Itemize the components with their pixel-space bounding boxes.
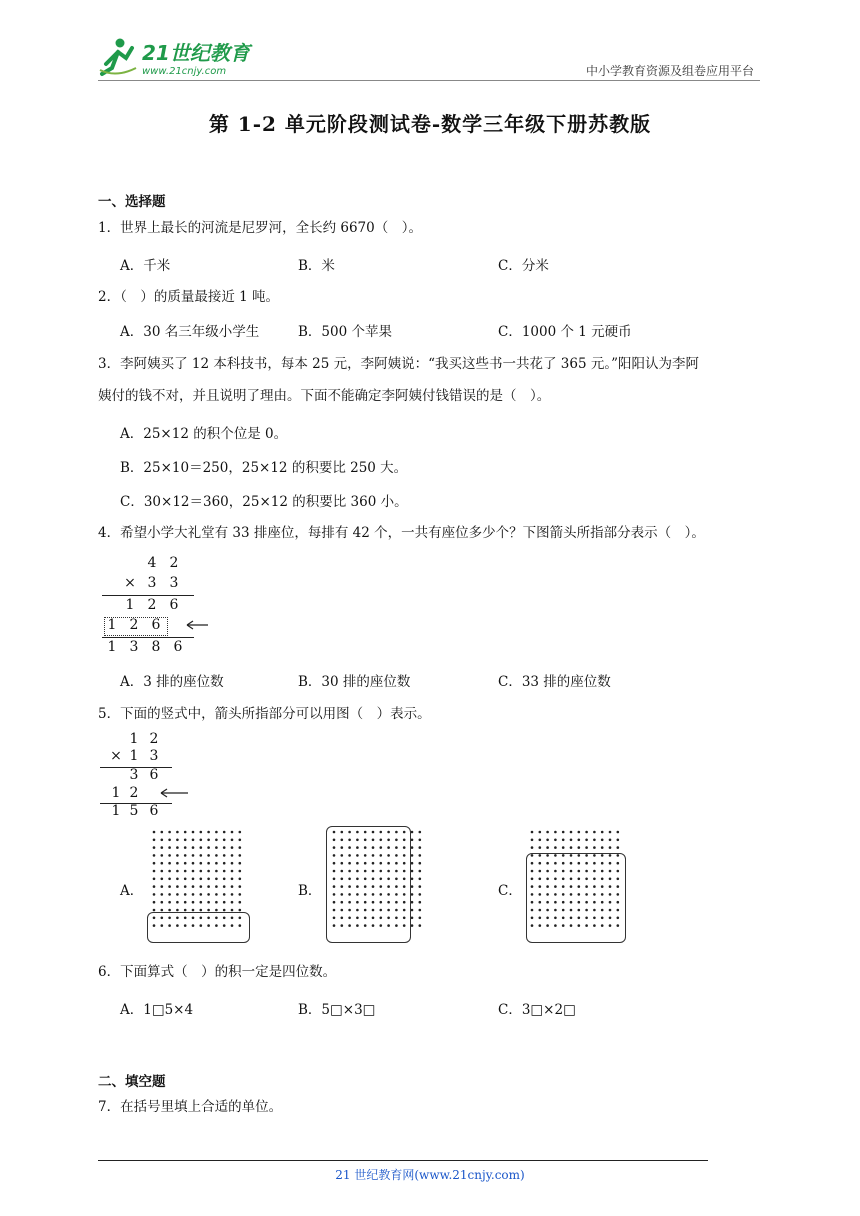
grid-dot [601,846,604,849]
grid-dot [411,901,414,904]
grid-dot [239,909,242,912]
grid-dot [231,862,234,865]
logo-url: www.21cnjy.com [142,66,227,77]
grid-dot [570,846,573,849]
grid-dot [601,839,604,842]
question-3-stem-line2: 姨付的钱不对，并且说明了理由。下面不能确定李阿姨付钱错误的是（ ）。 [98,388,551,404]
header-platform-text: 中小学教育资源及组卷应用平台 [585,64,754,78]
grid-dot [215,839,218,842]
grid-dot [153,870,156,873]
grid-dot [411,862,414,865]
grid-dot [168,854,171,857]
calc-digit: 3 [129,639,139,655]
grid-dot [585,831,588,834]
grid-dot [184,862,187,865]
grid-dot [168,901,171,904]
grid-dot [554,831,557,834]
grid-dot [200,854,203,857]
grid-dot [192,901,195,904]
grid-dot [411,870,414,873]
calc-line [102,637,194,638]
grid-dot [570,831,573,834]
calc-digit: 1 [125,597,135,613]
grid-dot [239,885,242,888]
grid-dot [223,854,226,857]
grid-dot [161,870,164,873]
grid-dot [223,870,226,873]
grid-dot [231,885,234,888]
grid-dot [239,893,242,896]
grid-dot [207,909,210,912]
grid-dot [161,854,164,857]
grid-dot [176,893,179,896]
grid-dot [419,854,422,857]
grid-dot [419,885,422,888]
grid-dot [192,831,195,834]
grid-dot [176,846,179,849]
section-heading-fill: 二、填空题 [98,1074,166,1090]
grid-dot [231,909,234,912]
grid-dot [231,893,234,896]
footer-divider [98,1160,708,1161]
grid-dot [176,831,179,834]
question-5-stem: 5．下面的竖式中，箭头所指部分可以用图（ ）表示。 [98,706,431,722]
grid-dot [184,854,187,857]
grid-dot [419,909,422,912]
grid-dot [239,831,242,834]
grid-dot [215,893,218,896]
calc-digit: 2 [169,555,179,571]
grid-dot [411,924,414,927]
arrow-left-icon [184,619,210,631]
grid-dot [215,870,218,873]
grid-dot [207,854,210,857]
grid-dot [168,885,171,888]
grid-dot [223,831,226,834]
grid-dot [223,862,226,865]
grid-dot [184,885,187,888]
grid-dot [184,870,187,873]
site-logo [96,34,266,80]
calc-digit: 2 [129,785,139,801]
grid-dot [223,909,226,912]
grid-dot [419,917,422,920]
grid-dot [419,839,422,842]
grid-dot [215,854,218,857]
question-3-option-a: A．25×12 的积个位是 0。 [120,426,288,442]
grid-dot [153,839,156,842]
calc-digit: 8 [151,639,161,655]
section-heading-choice: 一、选择题 [98,194,166,210]
grid-dot [411,885,414,888]
grid-dot [200,831,203,834]
grid-dot [609,839,612,842]
grid-dot [223,846,226,849]
grid-dot [200,901,203,904]
header-divider [98,80,760,81]
grid-dot [153,846,156,849]
grid-dot [239,839,242,842]
calc-line [102,595,194,596]
grid-dot [419,870,422,873]
grid-dot [176,854,179,857]
calc-times-sign: × [110,748,122,764]
question-5-option-a: A． [120,883,144,899]
grid-dot [578,839,581,842]
question-6-option-a: A．1□5×4 [120,1002,194,1018]
calc-digit: 3 [147,575,157,591]
grid-dot [161,885,164,888]
grid-dot [601,831,604,834]
question-3-option-c: C．30×12＝360，25×12 的积要比 360 小。 [120,494,408,510]
grid-dot [192,839,195,842]
grid-dot [207,846,210,849]
grid-dot [419,893,422,896]
grid-dot [223,901,226,904]
grid-dot [239,862,242,865]
grid-dot [168,862,171,865]
grid-dot [411,917,414,920]
grid-dot [562,831,565,834]
question-4-vertical-calc [98,555,218,660]
grid-dot [200,878,203,881]
question-6-option-b: B．5□×3□ [298,1002,376,1018]
grid-dot [411,831,414,834]
logo-text: 21世纪教育 [142,41,250,65]
grid-dot [231,878,234,881]
grid-dot [176,862,179,865]
grid-dot [223,839,226,842]
grid-dot [231,901,234,904]
grid-dot [419,831,422,834]
grid-dot [200,893,203,896]
grid-dot [593,839,596,842]
calc-times-sign: × [124,575,136,591]
calc-digit: 1 [107,639,117,655]
question-4-option-c: C．33 排的座位数 [498,674,611,690]
grid-dot [411,893,414,896]
calc-digit: 2 [149,731,159,747]
grid-dot [184,839,187,842]
question-2-option-c: C．1000 个 1 元硬币 [498,324,632,340]
grid-dot [200,885,203,888]
arrow-left-icon [158,787,190,799]
question-6-stem: 6．下面算式（ ）的积一定是四位数。 [98,964,337,980]
grid-dot [531,831,534,834]
grid-dot [176,839,179,842]
grid-dot [419,901,422,904]
calc-digit: 6 [149,767,159,783]
grid-dot [593,846,596,849]
grid-dot [168,846,171,849]
grid-dot [419,924,422,927]
grid-dot [207,831,210,834]
grid-dot [585,846,588,849]
grid-dot [411,854,414,857]
grid-dot [161,846,164,849]
grid-dot [570,839,573,842]
question-7-stem: 7．在括号里填上合适的单位。 [98,1099,283,1115]
grid-dot [585,839,588,842]
grid-dot [215,831,218,834]
grid-dot [200,909,203,912]
grid-dot [207,878,210,881]
grid-dot [531,846,534,849]
grid-dot [153,831,156,834]
question-1-option-a: A．千米 [120,258,171,274]
calc-digit: 5 [129,803,139,819]
question-1-option-b: B．米 [298,258,335,274]
grid-dot [223,893,226,896]
calc-digit: 1 [129,748,139,764]
grid-dot [411,839,414,842]
grid-dot [223,885,226,888]
footer-link[interactable]: 21 世纪教育网(www.21cnjy.com) [335,1168,525,1182]
calc-digit: 6 [173,639,183,655]
grid-dot [239,901,242,904]
grid-dot [411,878,414,881]
grid-dot [223,878,226,881]
grid-dot [562,846,565,849]
question-5-vertical-calc [98,731,208,823]
grid-dot [215,878,218,881]
grid-dot [207,862,210,865]
grid-dot [207,901,210,904]
calc-digit: 1 [111,785,121,801]
grid-dot [161,862,164,865]
question-2-option-a: A．30 名三年级小学生 [120,324,260,340]
grid-dot [554,839,557,842]
grid-dot [554,846,557,849]
grid-dot [168,839,171,842]
question-3-option-b: B．25×10＝250，25×12 的积要比 250 大。 [120,460,408,476]
grid-dot [192,885,195,888]
grid-dot [546,839,549,842]
grid-dot [231,831,234,834]
grid-dot [168,878,171,881]
grid-dot [419,878,422,881]
grid-dot [215,885,218,888]
grid-dot [207,893,210,896]
grid-dot [231,854,234,857]
grid-dot [200,870,203,873]
question-4-option-a: A．3 排的座位数 [120,674,224,690]
grid-dot [184,901,187,904]
grid-dot [539,839,542,842]
question-4-stem: 4．希望小学大礼堂有 33 排座位，每排有 42 个，一共有座位多少个？下图箭头所指部分表示（ ）。 [98,525,705,541]
calc-digit: 1 [107,617,117,633]
grid-dot [411,909,414,912]
question-2-stem: 2．（ ）的质量最接近 1 吨。 [98,289,280,305]
question-1-stem: 1．世界上最长的河流是尼罗河，全长约 6670（ ）。 [98,220,422,236]
grid-dot [192,909,195,912]
calc-digit: 3 [169,575,179,591]
grid-dot [593,831,596,834]
calc-digit: 6 [149,803,159,819]
grid-dot [239,846,242,849]
grid-dot [153,878,156,881]
grid-dot [200,846,203,849]
grid-dot [192,846,195,849]
grid-dot [578,846,581,849]
question-6-option-c: C．3□×2□ [498,1002,576,1018]
grid-dot [192,878,195,881]
grid-dot [168,831,171,834]
grid-dot [184,831,187,834]
grid-dot [609,846,612,849]
grid-dot [207,870,210,873]
dot-grid-highlight-c [526,853,626,943]
grid-dot [192,854,195,857]
dot-grid-highlight-a [147,912,250,943]
calc-digit: 2 [147,597,157,613]
grid-dot [161,909,164,912]
grid-dot [200,862,203,865]
grid-dot [562,839,565,842]
grid-dot [153,893,156,896]
grid-dot [531,839,534,842]
grid-dot [161,893,164,896]
grid-dot [546,846,549,849]
grid-dot [239,878,242,881]
grid-dot [192,893,195,896]
grid-dot [239,870,242,873]
grid-dot [546,831,549,834]
grid-dot [609,831,612,834]
grid-dot [176,909,179,912]
grid-dot [168,870,171,873]
grid-dot [200,839,203,842]
grid-dot [176,901,179,904]
grid-dot [215,862,218,865]
grid-dot [184,846,187,849]
grid-dot [161,878,164,881]
calc-digit: 6 [169,597,179,613]
grid-dot [578,831,581,834]
grid-dot [231,839,234,842]
grid-dot [617,831,620,834]
calc-digit: 3 [129,767,139,783]
calc-digit: 2 [129,617,139,633]
calc-digit: 4 [147,555,157,571]
grid-dot [176,885,179,888]
grid-dot [184,878,187,881]
grid-dot [231,870,234,873]
grid-dot [168,909,171,912]
question-3-stem-line1: 3．李阿姨买了 12 本科技书，每本 25 元，李阿姨说：“我买这些书一共花了 365 元。”阳阳认为李阿 [98,356,700,372]
grid-dot [153,885,156,888]
dot-grid-highlight-b [326,826,411,943]
grid-dot [215,901,218,904]
grid-dot [192,862,195,865]
grid-dot [617,839,620,842]
page-title: 第 1-2 单元阶段测试卷-数学三年级下册苏教版 [208,112,652,136]
grid-dot [184,893,187,896]
calc-digit: 1 [129,731,139,747]
grid-dot [153,854,156,857]
grid-dot [419,862,422,865]
grid-dot [215,909,218,912]
grid-dot [153,901,156,904]
grid-dot [231,846,234,849]
question-2-option-b: B．500 个苹果 [298,324,392,340]
grid-dot [411,846,414,849]
grid-dot [161,831,164,834]
grid-dot [161,901,164,904]
calc-digit: 3 [149,748,159,764]
calc-digit: 1 [111,803,121,819]
question-1-option-c: C．分米 [498,258,549,274]
grid-dot [617,846,620,849]
question-5-option-c: C． [498,883,522,899]
grid-dot [184,909,187,912]
grid-dot [153,862,156,865]
grid-dot [215,846,218,849]
grid-dot [419,846,422,849]
grid-dot [192,870,195,873]
grid-dot [161,839,164,842]
grid-dot [176,870,179,873]
grid-dot [239,854,242,857]
grid-dot [207,839,210,842]
grid-dot [539,831,542,834]
grid-dot [539,846,542,849]
question-4-option-b: B．30 排的座位数 [298,674,411,690]
calc-digit: 6 [151,617,161,633]
grid-dot [153,909,156,912]
grid-dot [168,893,171,896]
grid-dot [176,878,179,881]
grid-dot [207,885,210,888]
question-5-option-b: B． [298,883,322,899]
